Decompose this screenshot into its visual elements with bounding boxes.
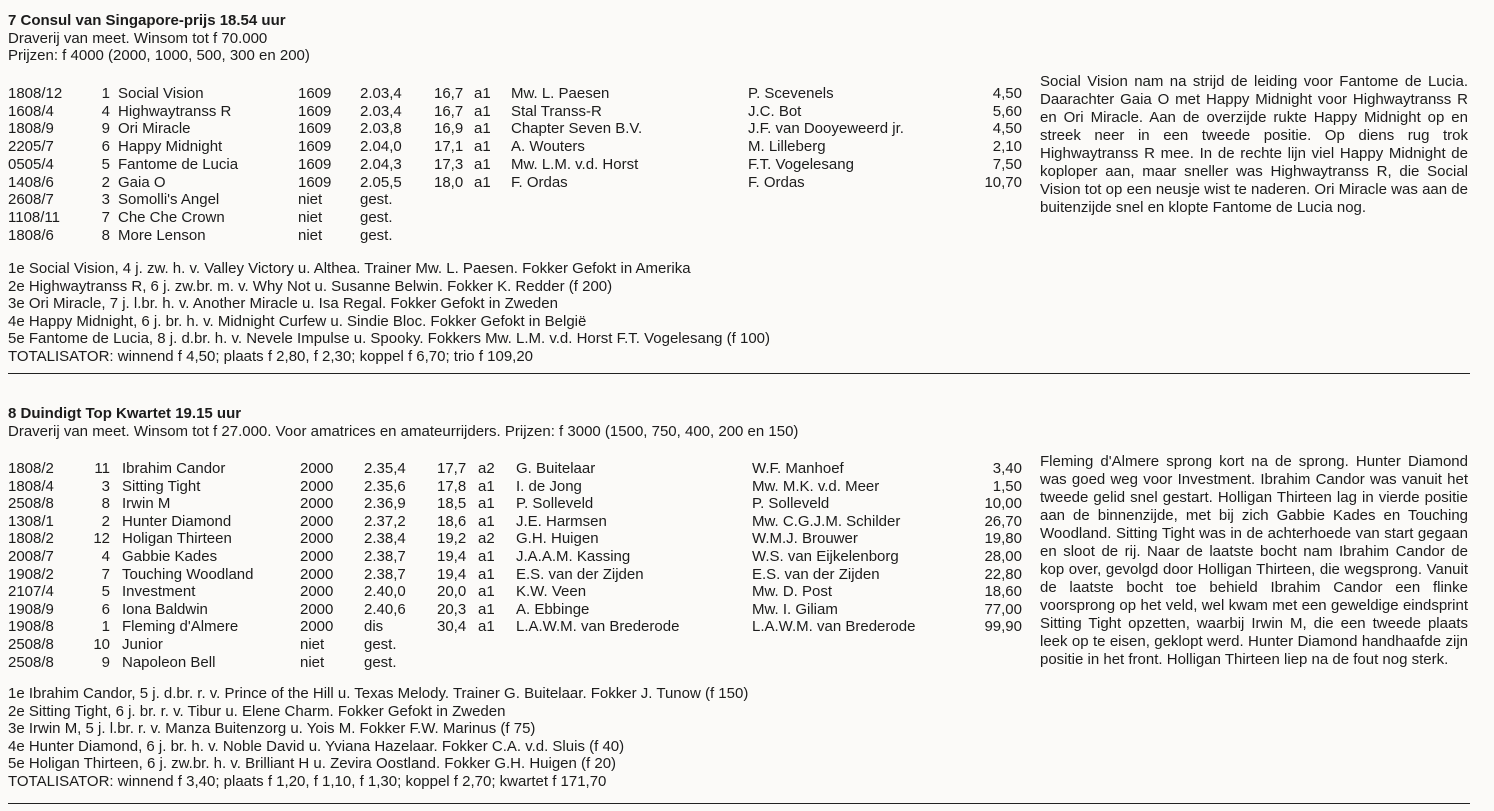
horse-name: Napoleon Bell (122, 653, 216, 671)
horse-name: Fleming d'Almere (122, 618, 239, 636)
race-time: 2.35,4 (364, 460, 406, 477)
driver-name: I. de Jong (516, 477, 582, 495)
detail-line: 1e Social Vision, 4 j. zw. h. v. Valley Victory u. Althea. Trainer Mw. L. Paesen. Fokker Gefokt in Amerika (8, 260, 691, 277)
distance: 2000 (300, 495, 334, 513)
table-row (8, 495, 1028, 512)
trainer-name: M. Lilleberg (748, 138, 826, 156)
horse-name: More Lenson (118, 226, 206, 244)
table-row (8, 227, 1028, 244)
distance: 2000 (300, 565, 334, 583)
race-time: gest. (360, 226, 393, 244)
race-date: 1808/4 (8, 477, 54, 495)
horse-name: Iona Baldwin (122, 600, 208, 618)
race-date: 0505/4 (8, 155, 54, 173)
driver-name: Stal Transs-R (511, 102, 602, 120)
km-rate: 16,7 (434, 102, 464, 120)
trainer-name: F.T. Vogelesang (748, 155, 854, 173)
trainer-name: Mw. C.G.J.M. Schilder (752, 512, 901, 530)
km-rate: 18,6 (437, 512, 467, 530)
start-number: 2 (101, 512, 110, 530)
table-row (8, 654, 1028, 671)
horse-name: Irwin M (122, 495, 171, 513)
race-date: 1808/9 (8, 120, 54, 138)
class: a1 (478, 548, 495, 565)
class: a1 (478, 512, 495, 530)
horse-name: Ori Miracle (118, 120, 191, 138)
race-date: 1608/4 (8, 102, 54, 120)
km-rate: 17,3 (434, 155, 464, 173)
start-number: 11 (94, 460, 110, 477)
race-time: gest. (364, 653, 397, 671)
start-number: 4 (101, 102, 110, 120)
start-number: 12 (93, 530, 110, 548)
km-rate: 18,0 (434, 173, 464, 191)
distance: 1609 (298, 102, 332, 120)
start-number: 6 (101, 138, 110, 156)
section-divider (8, 373, 1470, 374)
race-time: 2.35,6 (364, 477, 406, 495)
race-date: 1108/11 (8, 208, 60, 226)
start-number: 9 (101, 120, 110, 138)
race-time: 2.38,7 (364, 548, 406, 565)
horse-name: Holigan Thirteen (122, 530, 232, 548)
start-number: 10 (93, 636, 110, 653)
race-date: 2508/8 (8, 653, 54, 671)
odds: 4,50 (992, 85, 1022, 102)
distance: 1609 (298, 85, 332, 102)
distance: 2000 (300, 618, 334, 636)
class: a1 (474, 155, 491, 173)
race-time: 2.04,0 (360, 138, 402, 156)
race-time: 2.03,4 (360, 85, 402, 102)
table-row (8, 513, 1028, 530)
km-rate: 20,0 (437, 583, 467, 601)
trainer-name: W.M.J. Brouwer (752, 530, 858, 548)
race-time: gest. (360, 208, 393, 226)
km-rate: 17,8 (437, 477, 467, 495)
start-number: 5 (101, 583, 110, 601)
driver-name: Mw. L. Paesen (511, 85, 610, 102)
trainer-name: W.F. Manhoef (752, 460, 844, 477)
trainer-name: P. Scevenels (748, 85, 834, 102)
race-comment: Fleming d'Almere sprong kort na de sprong. Hunter Diamond was goed weg voor Investment. Ibrahim Candor was vanuit het tweede gelid snel gestart. Holligan Thirteen lag in vierde positie aan de binnenzijde, met bij zich Gabbie Kades en Touching Woodland. Sitting Tight was in de achterhoede van start gegaan en sloot de rij. Naar de laatste bocht nam Ibrahim Candor de kop over, gevolgd door Holligan Thirteen, die wegsprong. Vanuit de laatste bocht toe behield Ibrahim Candor een flinke voorsprong op het veld, wel kwam met een geweldige eindsprint Sitting Tight opzetten, waarbij Irwin M, die een tweede plaats leek op te eisen, geklopt werd. Hunter Diamond handhaafde zijn positie in het front. Holligan Thirteen liep na de fout nog sterk. (1040, 453, 1468, 668)
class: a1 (478, 477, 495, 495)
detail-line: 5e Fantome de Lucia, 8 j. d.br. h. v. Nevele Impulse u. Spooky. Fokkers Mw. L.M. v.d. Horst F.T. Vogelesang (f 100) (8, 330, 771, 348)
table-row (8, 566, 1028, 583)
distance: 1609 (298, 138, 332, 156)
horse-name: Fantome de Lucia (118, 155, 239, 173)
class: a1 (478, 618, 495, 636)
odds: 4,50 (992, 120, 1022, 138)
race-date: 2008/7 (8, 548, 54, 565)
race-time: 2.04,3 (360, 155, 402, 173)
distance: 2000 (300, 460, 334, 477)
race-title: 8 Duindigt Top Kwartet 19.15 uur (8, 405, 242, 422)
race-section-7 (8, 12, 1488, 365)
start-number: 4 (101, 548, 110, 565)
horse-name: Happy Midnight (118, 138, 223, 156)
km-rate: 17,7 (437, 460, 467, 477)
driver-name: E.S. van der Zijden (516, 565, 644, 583)
race-date: 1808/2 (8, 460, 54, 477)
horse-name: Junior (122, 636, 163, 653)
race-time: 2.40,6 (364, 600, 406, 618)
km-rate: 18,5 (437, 495, 467, 513)
race-date: 1808/12 (8, 85, 63, 102)
distance: niet (300, 636, 325, 653)
horse-name: Sitting Tight (122, 477, 201, 495)
race-time: 2.38,4 (364, 530, 406, 548)
class: a1 (478, 600, 495, 618)
driver-name: J.A.A.M. Kassing (516, 548, 631, 565)
odds: 77,00 (984, 600, 1022, 618)
trainer-name: P. Solleveld (752, 495, 830, 513)
km-rate: 16,9 (434, 120, 464, 138)
table-row (8, 156, 1028, 173)
race-title: 7 Consul van Singapore-prijs 18.54 uur (8, 12, 286, 29)
distance: niet (298, 226, 323, 244)
table-row (8, 138, 1028, 155)
odds: 7,50 (992, 155, 1022, 173)
driver-name: K.W. Veen (516, 583, 587, 601)
detail-line: 2e Sitting Tight, 6 j. br. r. v. Tibur u. Elene Charm. Fokker Gefokt in Zweden (8, 702, 506, 720)
race-section-8 (8, 405, 1488, 790)
horse-name: Ibrahim Candor (122, 460, 226, 477)
race-date: 1808/6 (8, 226, 54, 244)
distance: 2000 (300, 600, 334, 618)
race-time: 2.38,7 (364, 565, 406, 583)
race-date: 2205/7 (8, 138, 54, 156)
start-number: 7 (101, 208, 110, 226)
race-details (8, 685, 748, 791)
driver-name: G.H. Huigen (516, 530, 599, 548)
km-rate: 19,2 (437, 530, 467, 548)
km-rate: 19,4 (437, 565, 467, 583)
horse-name: Social Vision (118, 85, 204, 102)
odds: 2,10 (992, 138, 1022, 156)
race-time: 2.37,2 (364, 512, 406, 530)
detail-line: 5e Holigan Thirteen, 6 j. zw.br. h. v. Brilliant H u. Zevira Oostland. Fokker G.H. Huigen (f 20) (8, 755, 617, 773)
table-row (8, 478, 1028, 495)
trainer-name: J.F. van Dooyeweerd jr. (748, 120, 904, 138)
detail-line: 1e Ibrahim Candor, 5 j. d.br. r. v. Prince of the Hill u. Texas Melody. Trainer G. Buitelaar. Fokker J. Tunow (f 150) (8, 685, 749, 702)
horse-name: Hunter Diamond (122, 512, 232, 530)
class: a1 (478, 495, 495, 513)
distance: 2000 (300, 548, 334, 565)
detail-line: 3e Ori Miracle, 7 j. l.br. h. v. Another Miracle u. Isa Regal. Fokker Gefokt in Zweden (8, 295, 558, 313)
start-number: 3 (101, 191, 110, 209)
race-date: 1908/2 (8, 565, 54, 583)
detail-line: 3e Irwin M, 5 j. l.br. r. v. Manza Buitenzorg u. Yois M. Fokker F.W. Marinus (f 75) (8, 720, 536, 738)
horse-name: Touching Woodland (122, 565, 254, 583)
start-number: 2 (101, 173, 110, 191)
distance: niet (298, 191, 323, 209)
odds: 10,70 (984, 173, 1022, 191)
odds: 1,50 (992, 477, 1022, 495)
trainer-name: Mw. M.K. v.d. Meer (752, 477, 880, 495)
trainer-name: J.C. Bot (748, 102, 802, 120)
table-row (8, 601, 1028, 618)
km-rate: 30,4 (437, 618, 467, 636)
race-prizes: Prijzen: f 4000 (2000, 1000, 500, 300 en 200) (8, 47, 310, 64)
race-time: 2.40,0 (364, 583, 406, 601)
table-row (8, 209, 1028, 226)
distance: 2000 (300, 530, 334, 548)
driver-name: A. Wouters (511, 138, 585, 156)
trainer-name: E.S. van der Zijden (752, 565, 880, 583)
start-number: 5 (101, 155, 110, 173)
race-time: 2.03,8 (360, 120, 402, 138)
race-date: 1908/8 (8, 618, 54, 636)
start-number: 9 (101, 653, 110, 671)
trainer-name: Mw. I. Giliam (752, 600, 838, 618)
table-row (8, 548, 1028, 565)
race-conditions: Draverij van meet. Winsom tot f 70.000 (8, 30, 268, 47)
section-divider (8, 803, 1470, 804)
race-conditions: Draverij van meet. Winsom tot f 27.000. Voor amatrices en amateurrijders. Prijzen: f 3000 (1500, 750, 400, 200 en 150) (8, 423, 799, 440)
km-rate: 20,3 (437, 600, 467, 618)
table-row (8, 583, 1028, 600)
race-time: 2.36,9 (364, 495, 406, 513)
class: a2 (478, 460, 495, 477)
race-date: 2107/4 (8, 583, 54, 601)
distance: 2000 (300, 583, 334, 601)
class: a1 (474, 138, 491, 156)
distance: 1609 (298, 155, 332, 173)
race-time: dis (364, 618, 384, 636)
detail-line: 4e Hunter Diamond, 6 j. br. h. v. Noble David u. Yviana Hazelaar. Fokker C.A. v.d. Sluis (f 40) (8, 737, 625, 755)
race-comment: Social Vision nam na strijd de leiding voor Fantome de Lucia. Daarachter Gaia O met Happy Midnight voor Highwaytranss R en Ori Miracle. Aan de overzijde rukte Happy Midnight op en streek neer in een tweede positie. Op diens rug trok Highwaytranss R mee. In de rechte lijn viel Happy Midnight de koploper aan, maar sneller was Highwaytranss R, die Social Vision tot op een neusje wist te naderen. Ori Miracle was aan de buitenzijde snel en klopte Fantome de Lucia nog. (1040, 73, 1468, 216)
race-time: 2.05,5 (360, 173, 402, 191)
table-row (8, 618, 1028, 635)
driver-name: L.A.W.M. van Brederode (516, 618, 680, 636)
table-row (8, 191, 1028, 208)
trainer-name: F. Ordas (748, 173, 805, 191)
horse-name: Gabbie Kades (122, 548, 218, 565)
table-row (8, 103, 1028, 120)
distance: 2000 (300, 512, 334, 530)
race-time: gest. (364, 636, 397, 653)
distance: 1609 (298, 173, 332, 191)
race-date: 1808/2 (8, 530, 54, 548)
class: a2 (478, 530, 495, 548)
km-rate: 17,1 (434, 138, 464, 156)
km-rate: 19,4 (437, 548, 467, 565)
driver-name: J.E. Harmsen (516, 512, 607, 530)
odds: 3,40 (992, 460, 1022, 477)
driver-name: Chapter Seven B.V. (511, 120, 643, 138)
class: a1 (478, 565, 495, 583)
race-time: gest. (360, 191, 393, 209)
driver-name: P. Solleveld (516, 495, 594, 513)
horse-name: Che Che Crown (118, 208, 225, 226)
distance: niet (300, 653, 325, 671)
driver-name: F. Ordas (511, 173, 568, 191)
start-number: 7 (101, 565, 110, 583)
class: a1 (474, 173, 491, 191)
horse-name: Investment (122, 583, 196, 601)
start-number: 8 (101, 495, 110, 513)
trainer-name: Mw. D. Post (752, 583, 833, 601)
class: a1 (474, 85, 491, 102)
odds: 26,70 (984, 512, 1022, 530)
table-row (8, 120, 1028, 137)
race-date: 2608/7 (8, 191, 54, 209)
horse-name: Gaia O (118, 173, 166, 191)
race-date: 2508/8 (8, 636, 54, 653)
race-details (8, 260, 770, 366)
start-number: 1 (101, 85, 110, 102)
table-row (8, 174, 1028, 191)
horse-name: Highwaytranss R (118, 102, 232, 120)
totalisator-line: TOTALISATOR: winnend f 4,50; plaats f 2,80, f 2,30; koppel f 6,70; trio f 109,20 (8, 347, 534, 365)
start-number: 6 (101, 600, 110, 618)
odds: 10,00 (984, 495, 1022, 513)
race-date: 1908/9 (8, 600, 54, 618)
odds: 28,00 (984, 548, 1022, 565)
table-row (8, 85, 1028, 102)
trainer-name: W.S. van Eijkelenborg (752, 548, 899, 565)
distance: 1609 (298, 120, 332, 138)
driver-name: Mw. L.M. v.d. Horst (511, 155, 639, 173)
table-row (8, 460, 1028, 477)
class: a1 (474, 120, 491, 138)
odds: 19,80 (984, 530, 1022, 548)
odds: 5,60 (992, 102, 1022, 120)
detail-line: 2e Highwaytranss R, 6 j. zw.br. m. v. Why Not u. Susanne Belwin. Fokker K. Redder (f 200) (8, 277, 613, 295)
table-row (8, 636, 1028, 653)
odds: 99,90 (984, 618, 1022, 636)
horse-name: Somolli's Angel (118, 191, 220, 209)
driver-name: A. Ebbinge (516, 600, 590, 618)
table-row (8, 530, 1028, 547)
odds: 18,60 (984, 583, 1022, 601)
class: a1 (478, 583, 495, 601)
km-rate: 16,7 (434, 85, 464, 102)
trainer-name: L.A.W.M. van Brederode (752, 618, 916, 636)
class: a1 (474, 102, 491, 120)
detail-line: 4e Happy Midnight, 6 j. br. h. v. Midnight Curfew u. Sindie Bloc. Fokker Gefokt in België (8, 312, 587, 330)
start-number: 8 (101, 226, 110, 244)
race-date: 1308/1 (8, 512, 54, 530)
totalisator-line: TOTALISATOR: winnend f 3,40; plaats f 1,20, f 1,10, f 1,30; koppel f 2,70; kwartet f 171,70 (8, 772, 607, 790)
race-date: 2508/8 (8, 495, 54, 513)
odds: 22,80 (984, 565, 1022, 583)
start-number: 3 (101, 477, 110, 495)
driver-name: G. Buitelaar (516, 460, 596, 477)
distance: niet (298, 208, 323, 226)
race-time: 2.03,4 (360, 102, 402, 120)
start-number: 1 (101, 618, 110, 636)
race-date: 1408/6 (8, 173, 54, 191)
distance: 2000 (300, 477, 334, 495)
